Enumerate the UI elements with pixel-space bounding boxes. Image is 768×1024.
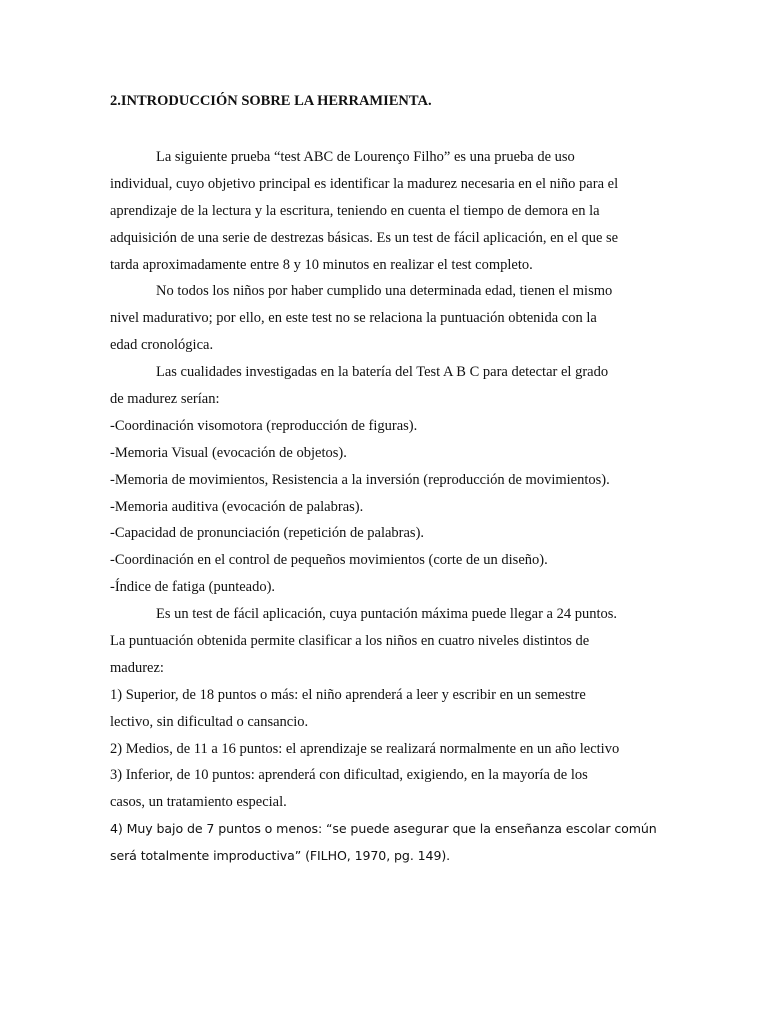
paragraph-line: No todos los niños por haber cumplido una determinada edad, tienen el mismo [156, 283, 613, 300]
paragraph-line: madurez: [110, 659, 164, 676]
quote-line: será totalmente improductiva” (FILHO, 1970, pg. 149). [110, 848, 451, 864]
paragraph-line: Las cualidades investigadas en la batería del Test A B C para detectar el grado [156, 364, 609, 381]
list-item: lectivo, sin dificultad o cansancio. [110, 713, 309, 730]
list-item: -Coordinación en el control de pequeños movimientos (corte de un diseño). [110, 552, 548, 569]
list-item: -Memoria Visual (evocación de objetos). [110, 444, 347, 461]
list-item: -Capacidad de pronunciación (repetición de palabras). [110, 525, 425, 542]
document-body [110, 91, 658, 870]
paragraph-line: La puntuación obtenida permite clasificar a los niños en cuatro niveles distintos de [110, 633, 590, 650]
text-lines [110, 144, 658, 870]
paragraph-line: nivel madurativo; por ello, en este test no se relaciona la puntuación obtenida con la [110, 310, 597, 327]
list-item: -Memoria de movimientos, Resistencia a la inversión (reproducción de movimientos). [110, 471, 610, 488]
list-item: -Índice de fatiga (punteado). [110, 579, 276, 596]
list-item: 3) Inferior, de 10 puntos: aprenderá con dificultad, exigiendo, en la mayoría de los [110, 767, 588, 784]
paragraph-line: aprendizaje de la lectura y la escritura, teniendo en cuenta el tiempo de demora en la [110, 202, 600, 219]
list-item: -Memoria auditiva (evocación de palabras). [110, 498, 364, 515]
quote-line: 4) Muy bajo de 7 puntos o menos: “se puede asegurar que la enseñanza escolar común [110, 821, 657, 837]
paragraph-line: Es un test de fácil aplicación, cuya puntación máxima puede llegar a 24 puntos. [156, 606, 618, 623]
paragraph-line: adquisición de una serie de destrezas básicas. Es un test de fácil aplicación, en el que se [110, 229, 619, 246]
paragraph-line: tarda aproximadamente entre 8 y 10 minutos en realizar el test completo. [110, 256, 533, 273]
list-item: -Coordinación visomotora (reproducción de figuras). [110, 417, 418, 434]
paragraph-line: edad cronológica. [110, 337, 214, 354]
paragraph-line: La siguiente prueba “test ABC de Lourenço Filho” es una prueba de uso [156, 149, 575, 165]
list-item: 1) Superior, de 18 puntos o más: el niño aprenderá a leer y escribir en un semestre [110, 686, 586, 703]
paragraph-line: de madurez serían: [110, 391, 220, 408]
section-heading: 2.INTRODUCCIÓN SOBRE LA HERRAMIENTA. [110, 93, 432, 109]
paragraph-line: individual, cuyo objetivo principal es identificar la madurez necesaria en el niño para el [110, 175, 619, 192]
list-item: casos, un tratamiento especial. [110, 794, 287, 811]
list-item: 2) Medios, de 11 a 16 puntos: el aprendizaje se realizará normalmente en un año lectivo [110, 740, 620, 757]
